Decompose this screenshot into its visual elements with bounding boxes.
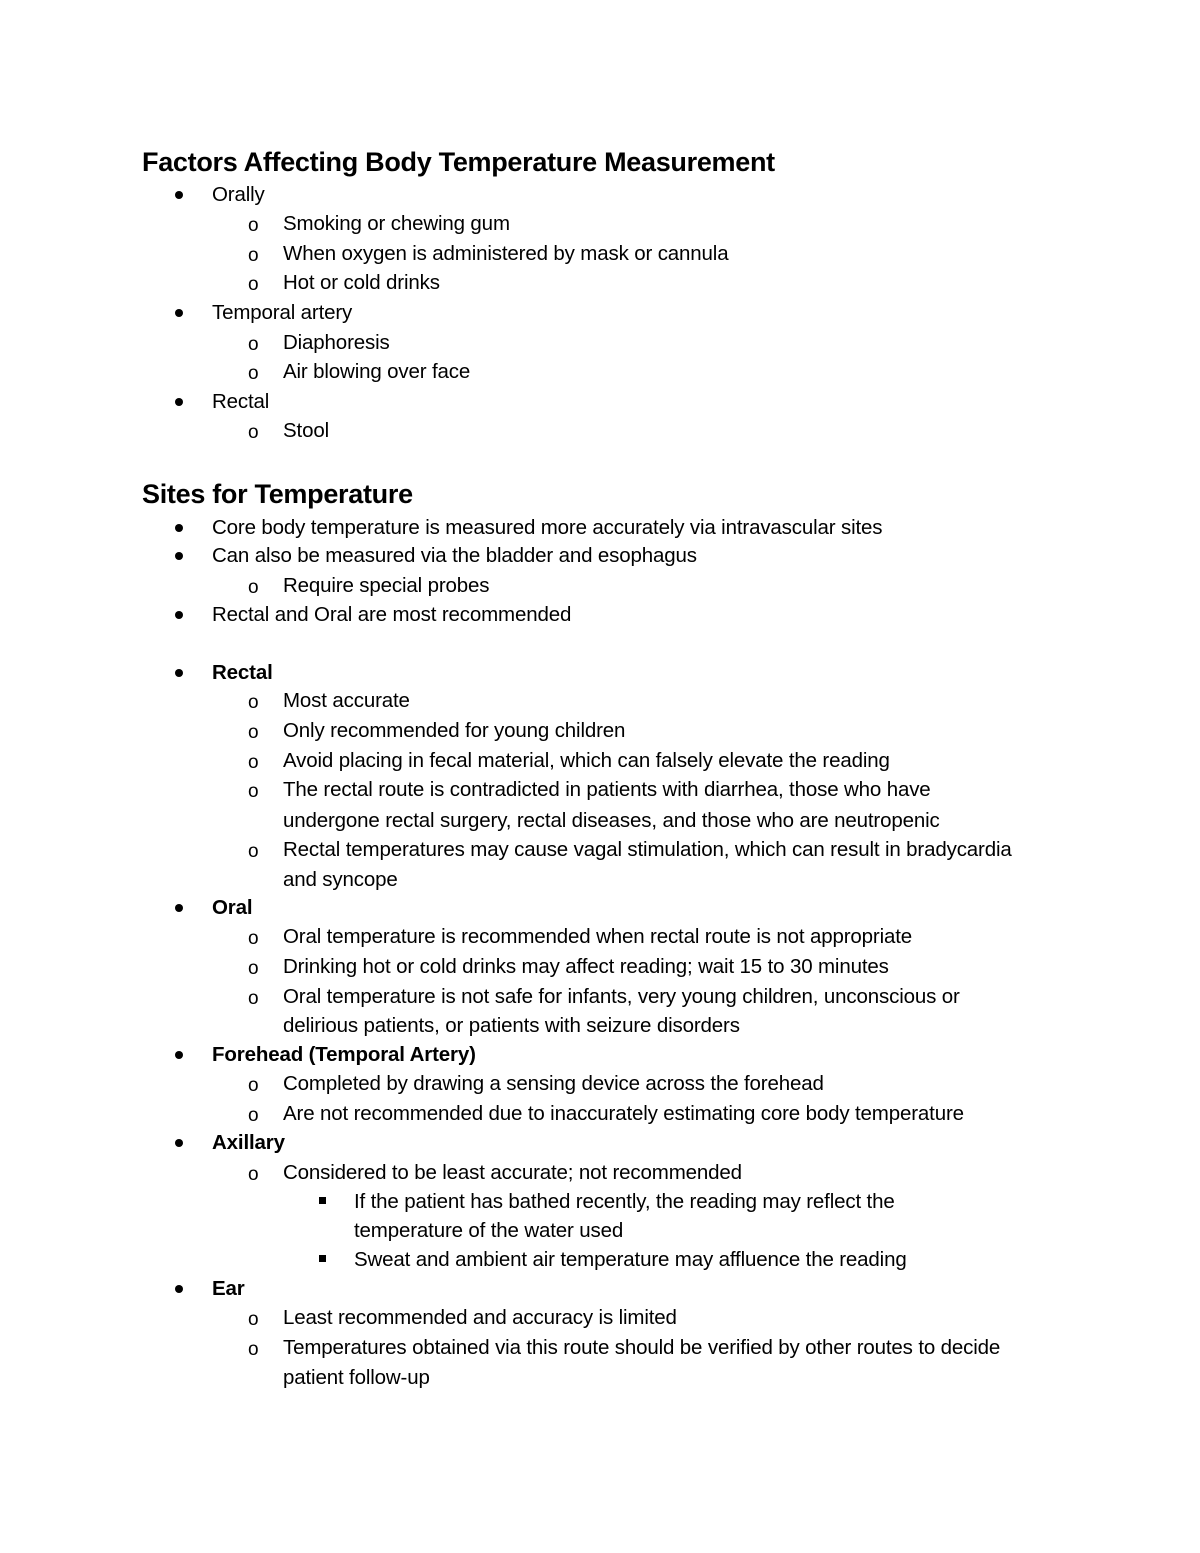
list-item	[212, 298, 352, 327]
list-item-text: Core body temperature is measured more accurately via intravascular sites	[212, 516, 883, 539]
sub-list-item-text: The rectal route is contradicted in patients with diarrhea, those who have	[283, 778, 931, 801]
subsub-list-item-text: Sweat and ambient air temperature may affluence the reading	[354, 1248, 907, 1271]
sub-list-item-text: When oxygen is administered by mask or cannula	[283, 242, 729, 265]
circle-bullet-icon: o	[248, 334, 259, 355]
list-item	[212, 180, 265, 209]
list-item-text: Ear	[212, 1277, 245, 1300]
sub-list-item-text: Most accurate	[283, 689, 410, 712]
sub-list-item-text: Oral temperature is recommended when rectal route is not appropriate	[283, 925, 913, 948]
circle-bullet-icon: o	[248, 1309, 259, 1330]
bullet-dot-icon	[175, 552, 183, 560]
bullet-dot-icon	[175, 904, 183, 912]
circle-bullet-icon: o	[248, 1105, 259, 1126]
list-item-text: Rectal and Oral are most recommended	[212, 603, 572, 626]
sub-list-item	[248, 239, 729, 268]
circle-bullet-icon: o	[248, 692, 259, 713]
list-item	[212, 387, 269, 416]
sub-list-item	[248, 835, 1012, 864]
subsub-list-item-continuation	[354, 1216, 623, 1245]
sub-list-item	[248, 1158, 742, 1187]
square-bullet-icon	[319, 1255, 326, 1262]
sub-list-item-text: Completed by drawing a sensing device across the forehead	[283, 1072, 824, 1095]
sub-list-item-text: Temperatures obtained via this route should be verified by other routes to decide	[283, 1336, 1001, 1359]
list-item-axillary	[212, 1128, 285, 1157]
sub-list-item-text: Require special probes	[283, 574, 490, 597]
sub-list-item-text: Least recommended and accuracy is limited	[283, 1306, 677, 1329]
list-item-text: Can also be measured via the bladder and esophagus	[212, 544, 697, 567]
circle-bullet-icon: o	[248, 722, 259, 743]
list-item-text: Axillary	[212, 1131, 285, 1154]
circle-bullet-icon: o	[248, 841, 259, 862]
circle-bullet-icon: o	[248, 752, 259, 773]
section-heading-sites: Sites for Temperature	[142, 479, 413, 509]
sub-list-item	[248, 982, 960, 1011]
sub-list-item	[248, 952, 889, 981]
sub-list-item-text: Air blowing over face	[283, 360, 471, 383]
bullet-dot-icon	[175, 611, 183, 619]
circle-bullet-icon: o	[248, 245, 259, 266]
bullet-dot-icon	[175, 191, 183, 199]
bullet-dot-icon	[175, 524, 183, 532]
sub-list-item-continuation	[283, 1011, 740, 1040]
sub-list-item	[248, 716, 626, 745]
circle-bullet-icon: o	[248, 422, 259, 443]
list-item-oral	[212, 893, 252, 922]
bullet-dot-icon	[175, 669, 183, 677]
bullet-dot-icon	[175, 309, 183, 317]
sub-list-item-text: Rectal temperatures may cause vagal stimulation, which can result in bradycardia	[283, 838, 1012, 861]
list-item-text: Rectal	[212, 661, 273, 684]
sub-list-item	[248, 686, 410, 715]
sub-list-item-text: and syncope	[283, 868, 398, 891]
list-item-text: Temporal artery	[212, 301, 353, 324]
subsub-list-item	[354, 1245, 907, 1274]
list-item-forehead	[212, 1040, 476, 1069]
list-item	[212, 513, 882, 542]
circle-bullet-icon: o	[248, 274, 259, 295]
sub-list-item	[248, 1099, 964, 1128]
sub-list-item-continuation	[283, 865, 398, 894]
sub-list-item	[248, 1069, 824, 1098]
sub-list-item-text: Diaphoresis	[283, 331, 390, 354]
sub-list-item-text: Hot or cold drinks	[283, 271, 440, 294]
circle-bullet-icon: o	[248, 988, 259, 1009]
list-item	[212, 541, 697, 570]
list-item-text: Oral	[212, 896, 253, 919]
sub-list-item-text: Smoking or chewing gum	[283, 212, 510, 235]
bullet-dot-icon	[175, 398, 183, 406]
circle-bullet-icon: o	[248, 1339, 259, 1360]
circle-bullet-icon: o	[248, 363, 259, 384]
sub-list-item	[248, 1333, 1001, 1362]
circle-bullet-icon: o	[248, 1075, 259, 1096]
sub-list-item	[248, 268, 440, 297]
sub-list-item	[248, 775, 931, 804]
sub-list-item-text: Oral temperature is not safe for infants, very young children, unconscious or	[283, 985, 960, 1008]
list-item-text: Forehead (Temporal Artery)	[212, 1043, 476, 1066]
subsub-list-item	[354, 1187, 895, 1216]
circle-bullet-icon: o	[248, 1164, 259, 1185]
circle-bullet-icon: o	[248, 215, 259, 236]
bullet-dot-icon	[175, 1285, 183, 1293]
sub-list-item	[248, 571, 490, 600]
sub-list-item-continuation	[283, 806, 940, 835]
list-item-ear	[212, 1274, 245, 1303]
list-item-rectal	[212, 658, 273, 687]
circle-bullet-icon: o	[248, 958, 259, 979]
sub-list-item-text: delirious patients, or patients with seizure disorders	[283, 1014, 740, 1037]
sub-list-item-text: Avoid placing in fecal material, which can falsely elevate the reading	[283, 749, 890, 772]
sub-list-item	[248, 328, 390, 357]
section-heading-factors: Factors Affecting Body Temperature Measurement	[142, 147, 775, 177]
sub-list-item-continuation	[283, 1363, 430, 1392]
list-item-text: Rectal	[212, 390, 270, 413]
subsub-list-item-text: If the patient has bathed recently, the reading may reflect the	[354, 1190, 895, 1213]
bullet-dot-icon	[175, 1139, 183, 1147]
sub-list-item	[248, 209, 510, 238]
sub-list-item-text: Considered to be least accurate; not recommended	[283, 1161, 742, 1184]
bullet-dot-icon	[175, 1051, 183, 1059]
sub-list-item	[248, 357, 471, 386]
sub-list-item-text: Stool	[283, 419, 329, 442]
list-item	[212, 600, 571, 629]
sub-list-item-text: undergone rectal surgery, rectal diseases, and those who are neutropenic	[283, 809, 940, 832]
subsub-list-item-text: temperature of the water used	[354, 1219, 624, 1242]
circle-bullet-icon: o	[248, 577, 259, 598]
list-item-text: Orally	[212, 183, 265, 206]
sub-list-item-text: Only recommended for young children	[283, 719, 626, 742]
sub-list-item-text: Drinking hot or cold drinks may affect reading; wait 15 to 30 minutes	[283, 955, 889, 978]
sub-list-item-text: patient follow-up	[283, 1366, 430, 1389]
sub-list-item-text: Are not recommended due to inaccurately estimating core body temperature	[283, 1102, 964, 1125]
sub-list-item	[248, 922, 913, 951]
sub-list-item	[248, 1303, 677, 1332]
sub-list-item	[248, 746, 890, 775]
circle-bullet-icon: o	[248, 928, 259, 949]
circle-bullet-icon: o	[248, 781, 259, 802]
sub-list-item	[248, 416, 329, 445]
square-bullet-icon	[319, 1197, 326, 1204]
